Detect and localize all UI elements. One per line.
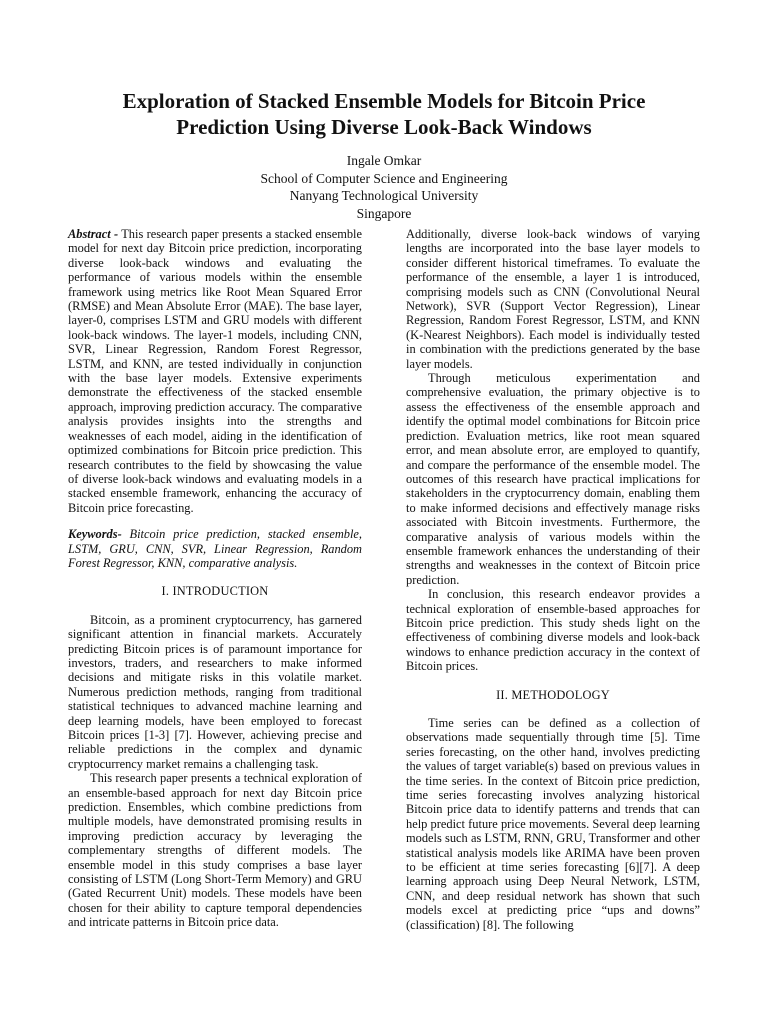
author-block	[160, 152, 608, 222]
right-column	[406, 227, 700, 932]
affiliation-country: Singapore	[356, 205, 412, 221]
abstract-text: This research paper presents a stacked ensemble model for next day Bitcoin price prediction, incorporating diverse look-back windows and evaluating the performance of various models within the ensemble framework using metrics like Root Mean Squared Error (RMSE) and Mean Absolute Error (MAE). The base layer, layer-0, comprises LSTM and GRU models with different look-back windows. The layer-1 models, including CNN, SVR, Linear Regression, Random Forest Regressor, LSTM, and KNN, are tested individually in conjunction with the base layer models. Extensive experiments demonstrate the effectiveness of the stacked ensemble approach, improving prediction accuracy. The comparative analysis provides insights into the strengths and weaknesses of each model, aiding in the identification of optimized combinations for Bitcoin price prediction. This research contributes to the field by showcasing the value of diverse look-back windows and evaluating models in a stacked ensemble framework, enhancing the accuracy of Bitcoin price forecasting.	[68, 227, 362, 515]
abstract-paragraph	[68, 227, 362, 515]
title-line-1: Exploration of Stacked Ensemble Models for Bitcoin Price	[122, 89, 646, 113]
paper-title	[60, 88, 708, 140]
affiliation-school: School of Computer Science and Engineering	[260, 170, 508, 186]
left-column	[68, 227, 362, 930]
abstract-label: Abstract -	[68, 227, 119, 241]
affiliation-university: Nanyang Technological University	[289, 188, 479, 203]
author-name: Ingale Omkar	[346, 153, 422, 168]
intro-paragraph-4: Through meticulous experimentation and comprehensive evaluation, the primary objective is to assess the effectiveness of the ensemble approach and identify the optimal model combinations for Bitcoin price prediction. Evaluation metrics, like root mean squared error, and mean absolute error, are employed to quantify, and compare the performance of the ensemble model. The outcomes of this research have practical implications for stakeholders in the cryptocurrency domain, enabling them to make informed decisions and effectively manage risks associated with Bitcoin investments. Furthermore, the comparative analysis of various models within the ensemble framework enhances the understanding of their strengths and weaknesses in the context of Bitcoin price prediction.	[406, 371, 700, 587]
intro-paragraph-5: In conclusion, this research endeavor provides a technical exploration of ensemble-based approaches for Bitcoin price prediction. This study sheds light on the effectiveness of combining diverse models and look-back windows to enhance prediction accuracy in the context of Bitcoin prices.	[406, 587, 700, 674]
keywords-text: Bitcoin price prediction, stacked ensemble, LSTM, GRU, CNN, SVR, Linear Regression, Random Forest Regressor, KNN, comparative analysis.	[68, 527, 362, 570]
intro-paragraph-1: Bitcoin, as a prominent cryptocurrency, has garnered significant attention in financial markets. Accurately predicting Bitcoin prices is of paramount importance for investors, traders, and researchers to make informed decisions and mitigate risks in this volatile market. Numerous prediction methods, ranging from traditional statistical techniques to advanced machine learning and deep learning models, have been employed to forecast Bitcoin prices [1-3] [7]. However, achieving precise and reliable predictions in the complex and dynamic cryptocurrency market remains a challenging task.	[68, 612, 362, 771]
title-line-2: Prediction Using Diverse Look-Back Windows	[176, 115, 592, 139]
keywords-paragraph	[68, 527, 362, 570]
intro-paragraph-3: Additionally, diverse look-back windows of varying lengths are incorporated into the base layer models to consider different historical timeframes. To evaluate the performance of the ensemble, a layer 1 is introduced, comprising models such as CNN (Convolutional Neural Network), SVR (Support Vector Regression), Linear Regression, Random Forest Regressor, LSTM, and KNN (K-Nearest Neighbors). Each model is individually tested in combination with the predictions generated by the base layer models.	[406, 227, 700, 371]
methodology-paragraph-1: Time series can be defined as a collection of observations made sequentially through time [5]. Time series forecasting, on the other hand, involves predicting the values of target variable(s) based on previous values in the time series. In the context of Bitcoin price prediction, time series forecasting involves analyzing historical Bitcoin price data to identify patterns and trends that can help predict future price movements. Several deep learning models such as LSTM, RNN, GRU, Transformer and other statistical analysis models like ARIMA have been proven to be efficient at time series forecasting [6][7]. A deep learning approach using Deep Neural Network, LSTM, CNN, and deep residual network has shown that such models excel at predicting price “ups and downs” (classification) [8]. The following	[406, 716, 700, 932]
section-heading-methodology: II. METHODOLOGY	[496, 687, 610, 702]
intro-paragraph-2: This research paper presents a technical exploration of an ensemble-based approach for next day Bitcoin price prediction. Ensembles, which combine predictions from multiple models, have demonstrated promising results in improving prediction accuracy by leveraging the complementary strengths of different models. The ensemble model in this study comprises a base layer consisting of LSTM (Long Short-Term Memory) and GRU (Gated Recurrent Unit) models. These models have been chosen for their ability to capture temporal dependencies and intricate patterns in Bitcoin price data.	[68, 771, 362, 930]
keywords-label: Keywords-	[68, 527, 122, 542]
section-heading-introduction: I. INTRODUCTION	[161, 584, 269, 599]
